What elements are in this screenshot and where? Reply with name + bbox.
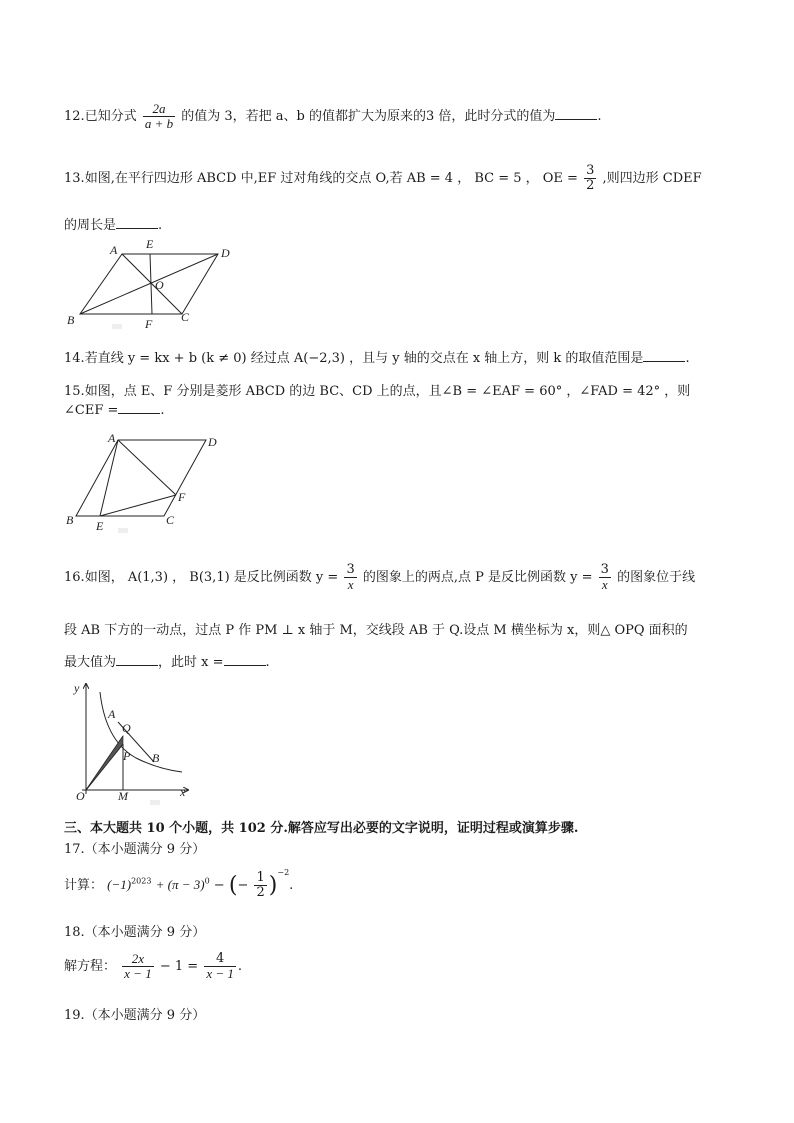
fraction: [599, 563, 611, 592]
question-number: 16.: [64, 570, 85, 585]
answer-blank[interactable]: [224, 665, 266, 666]
question-text: 的值为 3，若把 a、b 的值都扩大为原来的3 倍，此时分式的值为: [181, 109, 556, 124]
question-14: [64, 347, 690, 366]
label-f: F: [178, 490, 186, 504]
label-m: M: [118, 789, 128, 803]
fraction: [254, 871, 266, 900]
fraction-numerator: 4: [204, 952, 236, 967]
answer-blank[interactable]: [118, 413, 160, 414]
parallelogram-figure: [60, 236, 240, 336]
question-number: 13.: [64, 171, 85, 186]
question-18: [64, 952, 242, 981]
question-17-header: 17.（本小题满分 9 分）: [64, 842, 206, 857]
label-f: F: [145, 317, 153, 331]
label-a: A: [108, 431, 116, 445]
label-x: x: [180, 785, 186, 799]
fraction-denominator: a + b: [144, 116, 174, 131]
fraction-numerator: 3: [346, 562, 355, 577]
hyperbola-figure: [66, 678, 196, 808]
question-text: 最大值为: [64, 655, 117, 670]
answer-blank[interactable]: [643, 361, 685, 362]
question-text: 的图象上的两点,点 P 是反比例函数 y =: [362, 570, 593, 585]
fraction-numerator: 1: [256, 870, 265, 885]
question-19-header: 19.（本小题满分 9 分）: [64, 1008, 206, 1023]
label-b: B: [152, 751, 160, 765]
label-q: Q: [122, 721, 131, 735]
question-text: 的周长是: [64, 218, 117, 233]
question-label: 解方程：: [64, 959, 117, 974]
segment-ef: [100, 495, 176, 516]
period: .: [685, 351, 690, 366]
label-c: C: [166, 513, 175, 527]
question-17: [64, 868, 293, 900]
shaded-triangle-opq: [86, 736, 123, 790]
label-a: A: [110, 243, 118, 257]
question-text: ,则四边形 CDEF: [602, 171, 702, 186]
answer-blank[interactable]: [116, 228, 158, 229]
period: .: [158, 218, 163, 233]
paren-close: ): [268, 873, 278, 898]
period: .: [160, 403, 165, 418]
segment-af: [118, 440, 176, 495]
math-operator: − 1 =: [159, 959, 199, 974]
question-label: 计算：: [64, 878, 104, 893]
fraction-denominator: x − 1: [206, 966, 234, 981]
fraction: [143, 102, 175, 131]
artifact-mark: [112, 324, 122, 329]
fraction-numerator: 2a: [143, 102, 175, 117]
fraction: [122, 952, 154, 981]
question-16: [64, 563, 695, 592]
exponent: 0: [204, 876, 210, 886]
label-b: B: [66, 513, 74, 527]
fraction-numerator: 3: [600, 562, 609, 577]
artifact-mark: [150, 800, 160, 805]
label-p: P: [123, 749, 131, 763]
rhombus-figure: [60, 428, 230, 538]
label-d: D: [221, 246, 230, 260]
question-16-line3: [64, 651, 270, 670]
fraction-numerator: 3: [586, 163, 595, 178]
period: .: [289, 878, 294, 893]
paren-open: (: [228, 873, 238, 898]
fraction-denominator: x − 1: [124, 966, 152, 981]
artifact-mark: [118, 528, 128, 533]
question-13-line2: [64, 214, 162, 233]
label-e: E: [96, 519, 104, 533]
label-y: y: [74, 681, 80, 695]
question-text: ∠CEF =: [64, 403, 119, 418]
period: .: [237, 959, 242, 974]
fraction-denominator: 2: [586, 178, 595, 193]
period: .: [597, 109, 602, 124]
fraction-denominator: x: [601, 577, 608, 592]
question-text: 如图， A(1,3) ， B(3,1) 是反比例函数 y =: [84, 570, 339, 585]
hyperbola-curve: [100, 692, 182, 772]
label-a: A: [108, 707, 116, 721]
section-3-title: 三、本大题共 10 个小题，共 102 分.解答应写出必要的文字说明，证明过程或演算步骤.: [64, 821, 579, 836]
math-term: + (π − 3): [155, 877, 205, 892]
label-b: B: [67, 313, 75, 327]
question-text: 如图,在平行四边形 ABCD 中,EF 过对角线的交点 O,若 AB = 4 ， BC = 5 ， OE =: [84, 171, 578, 186]
label-e: E: [146, 237, 154, 251]
question-number: 12.: [64, 109, 85, 124]
answer-blank[interactable]: [555, 119, 597, 120]
label-c: C: [181, 310, 190, 324]
period: .: [265, 655, 270, 670]
question-18-header: 18.（本小题满分 9 分）: [64, 925, 206, 940]
question-text: 的图象位于线: [617, 570, 696, 585]
question-15: [64, 380, 690, 399]
question-text: 已知分式: [84, 109, 137, 124]
question-13: [64, 164, 702, 193]
fraction: [344, 563, 356, 592]
question-12: [64, 102, 602, 131]
math-term: (−1): [107, 877, 132, 892]
question-number: 14.: [64, 351, 85, 366]
fraction: [584, 164, 596, 193]
question-15-line2: [64, 403, 165, 418]
answer-blank[interactable]: [116, 665, 158, 666]
label-o: O: [76, 789, 85, 803]
exponent: −2: [277, 868, 290, 877]
question-text: 如图，点 E、F 分别是菱形 ABCD 的边 BC、CD 上的点，且∠B = ∠EAF = 60° ，∠FAD = 42° ，则: [84, 384, 691, 399]
question-16-line2: [64, 619, 688, 638]
segment-ae: [100, 440, 118, 516]
math-operator: −: [237, 878, 249, 893]
question-text: ，此时 x =: [158, 655, 224, 670]
exponent: 2023: [131, 876, 152, 886]
question-text: 若直线 y = kx + b (k ≠ 0) 经过点 A(−2,3) ，且与 y 轴的交点在 x 轴上方，则 k 的取值范围是: [84, 351, 644, 366]
label-o: O: [155, 278, 164, 292]
label-d: D: [208, 435, 217, 449]
math-operator: −: [213, 878, 225, 893]
question-number: 15.: [64, 384, 85, 399]
fraction-numerator: 2x: [122, 952, 154, 967]
question-text: 段 AB 下方的一动点，过点 P 作 PM ⊥ x 轴于 M，交线段 AB 于 Q.设点 M 横坐标为 x，则△ OPQ 面积的: [64, 623, 688, 638]
fraction: [204, 952, 236, 981]
fraction-denominator: 2: [256, 885, 265, 900]
fraction-denominator: x: [347, 577, 354, 592]
